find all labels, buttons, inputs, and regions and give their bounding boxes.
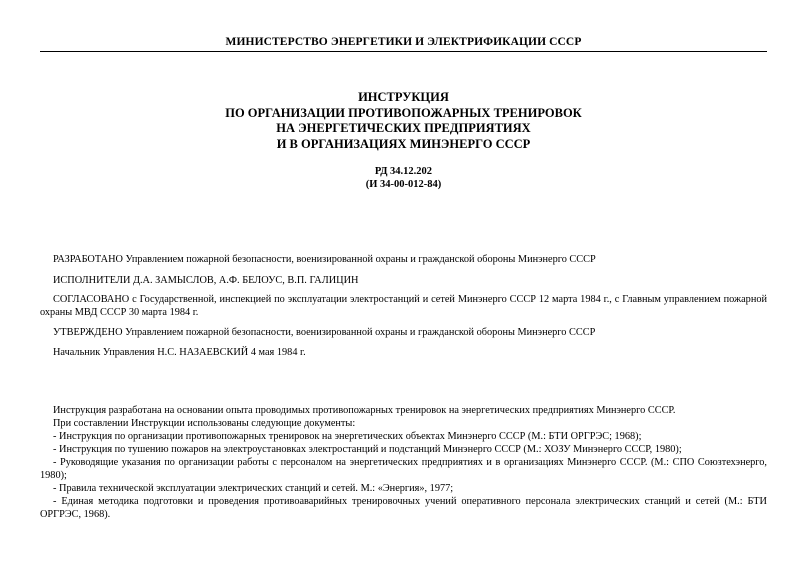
i-code: (И 34-00-012-84) xyxy=(365,179,442,190)
executors-paragraph: ИСПОЛНИТЕЛИ Д.А. ЗАМЫСЛОВ, А.Ф. БЕЛОУС, В.П. ГАЛИЦИН xyxy=(53,275,359,286)
approved-paragraph: УТВЕРЖДЕНО Управлением пожарной безопасности, военизированной охраны и гражданской обороны Минэнерго СССР xyxy=(53,327,596,338)
source-doc-1: - Инструкция по организации противопожарных тренировок на энергетических объектах Минэнерго СССР (М.: БТИ ОРГРЭС; 1968); xyxy=(53,431,642,442)
source-doc-4: - Правила технической эксплуатации электрических станций и сетей. М.: «Энергия», 1977; xyxy=(53,483,454,494)
title-line-4: И В ОРГАНИЗАЦИЯХ МИНЭНЕРГО СССР xyxy=(276,136,531,151)
source-doc-2: - Инструкция по тушению пожаров на электроустановках электростанций и подстанций Минэнерго СССР (М.: ХОЗУ Минэнерго СССР, 1980); xyxy=(53,444,682,455)
agreed-paragraph: СОГЛАСОВАНО с Государственной, инспекцией по эксплуатации электростанций и сетей Минэнерго СССР 12 марта 1984 г., с Главным управлением пожарной охраны МВД СССР 30 марта 1984 г. xyxy=(40,294,767,318)
developed-paragraph: РАЗРАБОТАНО Управлением пожарной безопасности, военизированной охраны и гражданской обороны Минэнерго СССР xyxy=(53,254,596,265)
header-rule xyxy=(40,51,767,52)
document-codes xyxy=(40,165,767,191)
introduction xyxy=(40,404,767,521)
intro-paragraph-2: При составлении Инструкции использованы следующие документы: xyxy=(53,418,356,429)
source-doc-3: - Руководящие указания по организации работы с персоналом на энергетических предприятиях и в организациях Минэнерго СССР. (М.: СПО Союзтехэнерго, 1980); xyxy=(40,457,767,481)
intro-paragraph-1: Инструкция разработана на основании опыта проводимых противопожарных тренировок на энергетических предприятиях Минэнерго СССР. xyxy=(53,405,676,416)
rd-code: РД 34.12.202 xyxy=(374,166,433,177)
source-doc-5: - Единая методика подготовки и проведения противоаварийных тренировочных учений оперативного персонала электрических станций и сетей (М.: БТИ ОРГРЭС, 1968). xyxy=(40,496,767,520)
ministry-header: МИНИСТЕРСТВО ЭНЕРГЕТИКИ И ЭЛЕКТРИФИКАЦИИ СССР xyxy=(225,36,582,48)
document-title xyxy=(40,90,767,152)
title-line-1: ИНСТРУКЦИЯ xyxy=(358,90,449,104)
title-line-3: НА ЭНЕРГЕТИЧЕСКИХ ПРЕДПРИЯТИЯХ xyxy=(276,121,531,135)
title-line-2: ПО ОРГАНИЗАЦИИ ПРОТИВОПОЖАРНЫХ ТРЕНИРОВОК xyxy=(225,105,582,120)
head-paragraph: Начальник Управления Н.С. НАЗАЕВСКИЙ 4 мая 1984 г. xyxy=(53,347,306,358)
